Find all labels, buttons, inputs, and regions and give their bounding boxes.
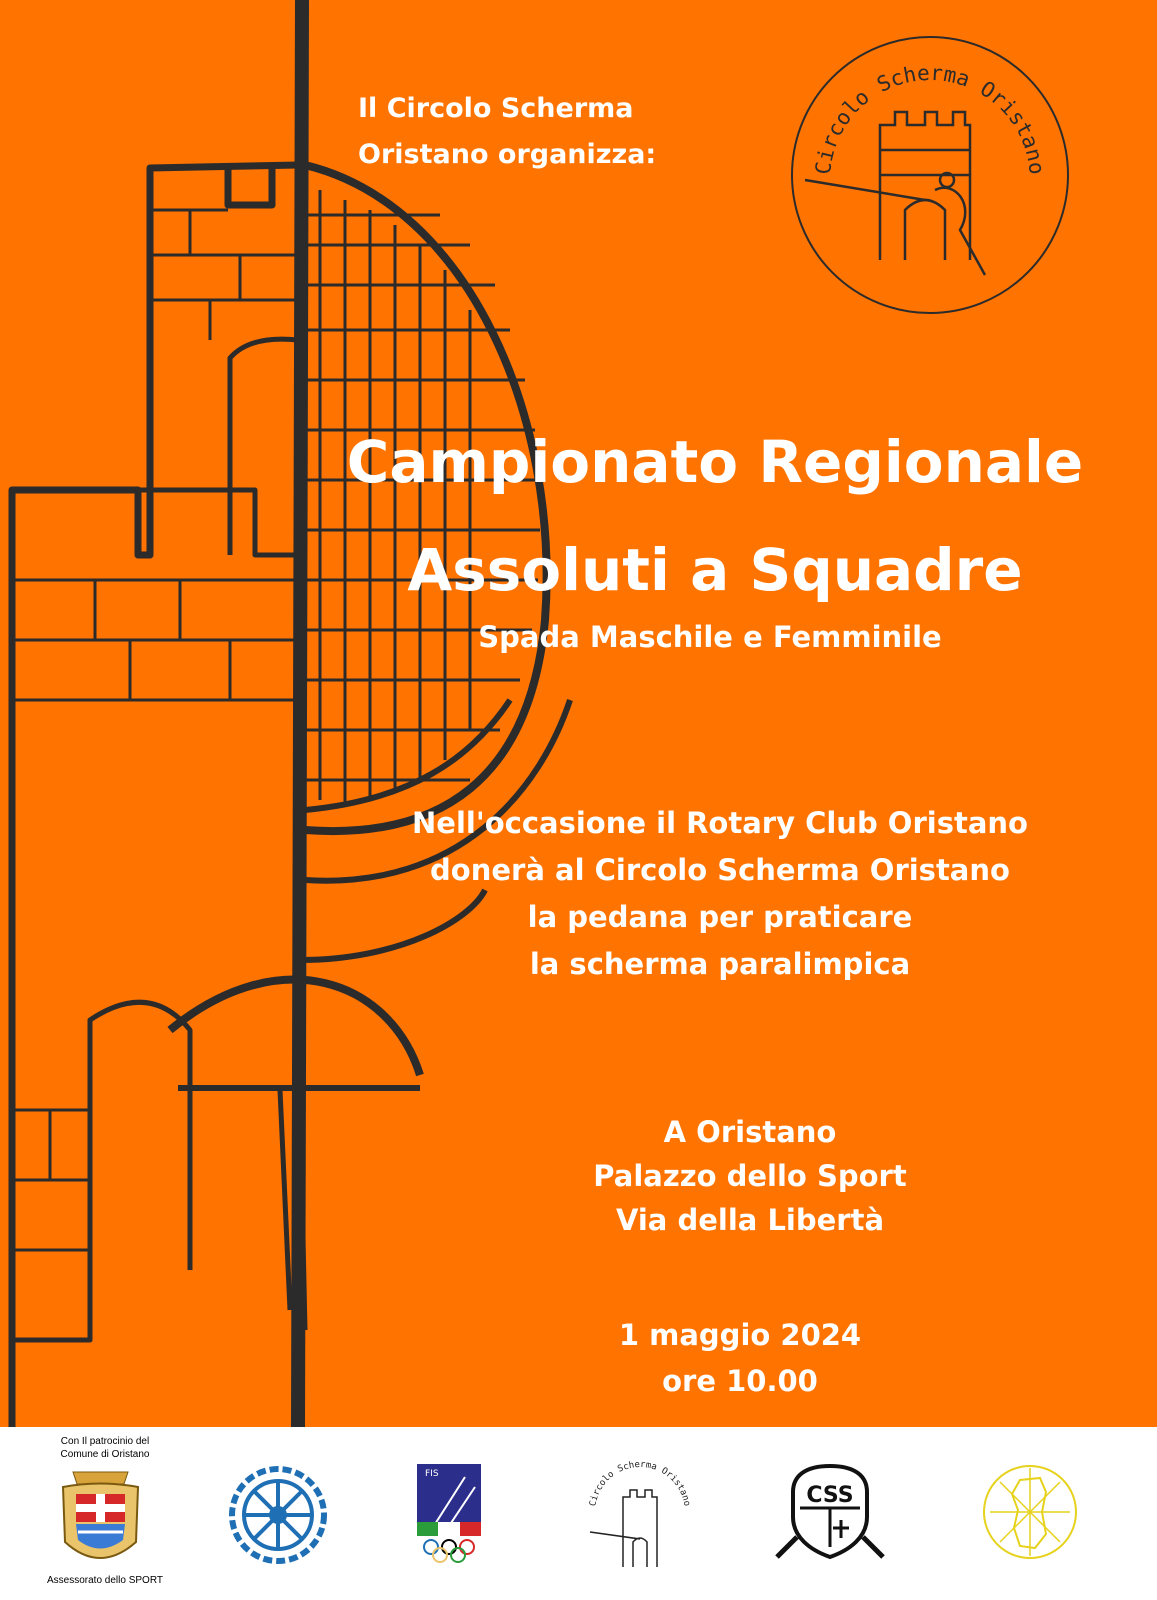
club-logo-small-text: Circolo Scherma Oristano [588, 1459, 692, 1508]
sardinia-map-icon [980, 1462, 1080, 1562]
title-line: Assoluti a Squadre [407, 536, 1023, 604]
intro-line: Oristano organizza: [358, 139, 657, 170]
organizer-intro [358, 86, 738, 178]
oristano-coat-of-arms-icon [48, 1462, 153, 1577]
donation-notice [330, 800, 1110, 988]
donation-line: la scherma paralimpica [529, 947, 911, 981]
css-shield-icon [775, 1462, 885, 1562]
fis-label: FIS [425, 1469, 439, 1479]
css-label: CSS [806, 1483, 854, 1508]
event-datetime [540, 1312, 940, 1404]
club-scherma-logo-icon [585, 1457, 695, 1572]
donation-line: donerà al Circolo Scherma Oristano [430, 853, 1010, 887]
location-line: A Oristano [663, 1115, 837, 1149]
fis-fencing-icon [415, 1462, 483, 1567]
svg-text:Circolo Scherma Oristano [588, 1460, 691, 1507]
patronage-text [35, 1435, 175, 1461]
rotary-wheel-icon [228, 1465, 328, 1565]
location-line: Via della Libertà [615, 1203, 885, 1237]
donation-line: Nell'occasione il Rotary Club Oristano [412, 806, 1028, 840]
club-logo-icon [785, 30, 1075, 320]
location-line: Palazzo dello Sport [593, 1159, 907, 1193]
title-line: Campionato Regionale [346, 428, 1084, 496]
sponsor-footer [0, 1427, 1157, 1600]
event-subtitle: Spada Maschile e Femminile [478, 620, 942, 654]
date-line: 1 maggio 2024 [618, 1318, 862, 1352]
svg-text:Circolo Scherma Oristano [811, 61, 1049, 176]
intro-line: Il Circolo Scherma [358, 93, 634, 124]
patronage-line: Con Il patrocinio del [60, 1436, 150, 1447]
donation-line: la pedana per praticare [527, 900, 913, 934]
assessorato-text: Assessorato dello SPORT [47, 1575, 163, 1586]
event-location [500, 1110, 1000, 1242]
patronage-line: Comune di Oristano [60, 1449, 150, 1460]
club-logo-text: Circolo Scherma Oristano [811, 60, 1049, 176]
event-title [300, 408, 1130, 624]
time-line: ore 10.00 [662, 1364, 818, 1398]
